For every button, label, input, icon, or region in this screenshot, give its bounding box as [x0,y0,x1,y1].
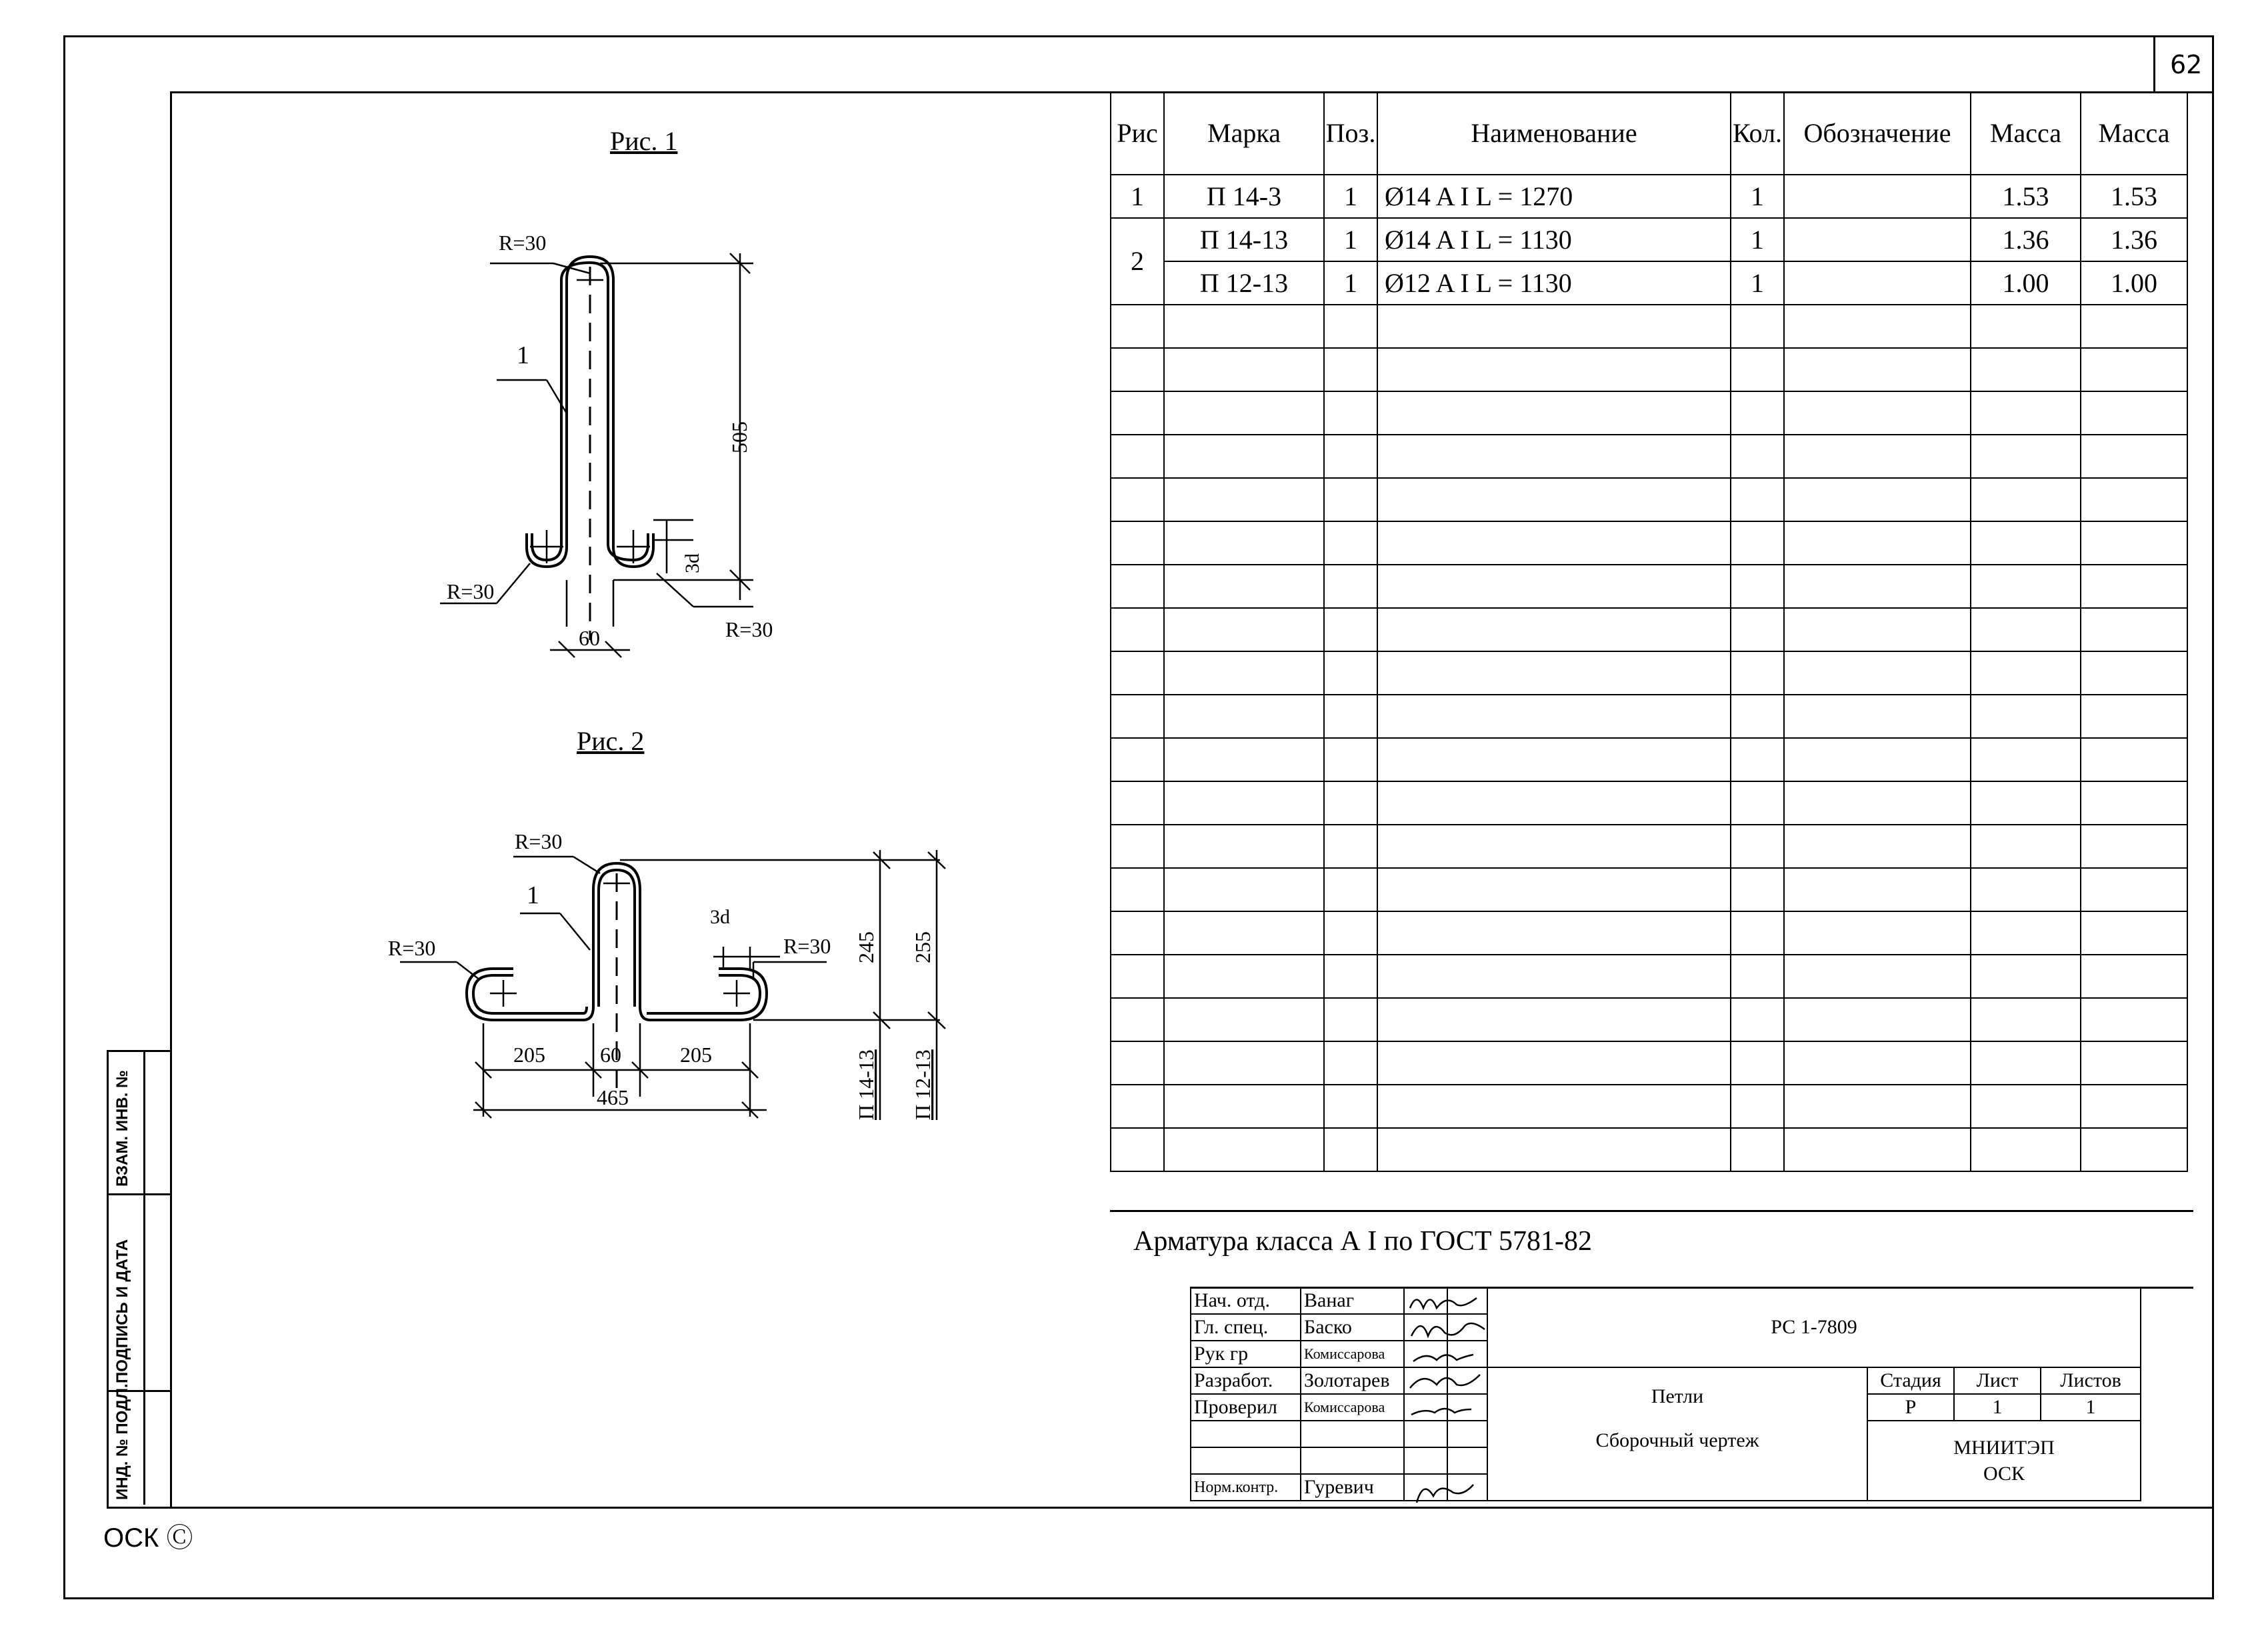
col-mass2: Масса [2081,92,2187,175]
row-mass2: 1.36 [2081,218,2187,261]
fig2-w-left: 205 [513,1043,545,1067]
empty-cell [2081,608,2187,651]
stage-value: Р [1867,1394,1954,1421]
empty-cell [1324,911,1377,955]
fig2-w-total: 465 [597,1085,629,1109]
side-divider [107,1193,170,1195]
copyright-icon: Ⓒ [166,1523,193,1553]
empty-cell [1164,608,1324,651]
footer-label [103,1517,193,1555]
row-pos: 1 [1324,261,1377,305]
empty-cell [1377,305,1731,348]
empty-cell [1377,825,1731,868]
empty-table-row [1111,825,2187,868]
empty-table-row [1111,1128,2187,1171]
row-fig: 2 [1111,218,1164,305]
empty-cell [1377,435,1731,478]
empty-cell [1111,825,1164,868]
empty-cell [1784,305,1971,348]
row-mark: П 14-3 [1164,175,1324,218]
spec-bottom-rule [1110,1210,2193,1212]
row-qty: 1 [1731,175,1784,218]
empty-cell [1111,565,1164,608]
empty-cell [1324,478,1377,521]
empty-cell [1164,781,1324,825]
empty-cell [1731,1128,1784,1171]
empty-cell [1111,608,1164,651]
empty-cell [1971,695,2081,738]
empty-cell [2081,1085,2187,1128]
empty-cell [1971,478,2081,521]
empty-cell [1111,348,1164,391]
role-empty [1191,1447,1301,1474]
empty-cell [1111,695,1164,738]
empty-cell [1377,955,1731,998]
row-name: Ø12 A I L = 1130 [1377,261,1731,305]
empty-cell [1164,695,1324,738]
empty-cell [1324,955,1377,998]
col-name: Наименование [1377,92,1731,175]
empty-cell [1324,1085,1377,1128]
empty-cell [1377,1041,1731,1085]
empty-cell [2081,1041,2187,1085]
empty-table-row [1111,435,2187,478]
name-head-dept: Ванаг [1301,1287,1404,1314]
empty-cell [1731,478,1784,521]
empty-cell [2081,565,2187,608]
empty-cell [1784,435,1971,478]
empty-table-row [1111,911,2187,955]
empty-cell [1324,651,1377,695]
empty-cell [1731,695,1784,738]
empty-cell [1324,825,1377,868]
empty-cell [1324,608,1377,651]
empty-cell [1324,391,1377,435]
empty-cell [1731,1041,1784,1085]
stage-label: Стадия [1867,1367,1954,1394]
name-checker: Комиссарова [1301,1394,1404,1421]
empty-cell [1111,391,1164,435]
empty-cell [1111,781,1164,825]
empty-cell [1111,1128,1164,1171]
empty-cell [1731,868,1784,911]
empty-cell [1971,781,2081,825]
empty-cell [2081,478,2187,521]
empty-cell [1784,955,1971,998]
empty-cell [1377,1128,1731,1171]
empty-cell [1971,825,2081,868]
empty-cell [1731,998,1784,1041]
empty-cell [1377,998,1731,1041]
empty-cell [1111,651,1164,695]
empty-cell [1164,478,1324,521]
empty-cell [1324,521,1377,565]
empty-table-row [1111,348,2187,391]
empty-cell [1377,781,1731,825]
empty-cell [1784,565,1971,608]
empty-cell [2081,998,2187,1041]
empty-cell [1164,305,1324,348]
empty-cell [1731,391,1784,435]
empty-cell [1111,478,1164,521]
empty-cell [1731,738,1784,781]
empty-cell [1971,651,2081,695]
empty-cell [1111,305,1164,348]
empty-cell [1731,608,1784,651]
row-mark: П 14-13 [1164,218,1324,261]
row-pos: 1 [1324,175,1377,218]
empty-cell [1971,348,2081,391]
empty-cell [1164,565,1324,608]
empty-cell [1784,738,1971,781]
table-row [1111,218,2187,261]
empty-cell [1784,868,1971,911]
empty-cell [1731,565,1784,608]
drawing-title [1487,1367,1867,1501]
empty-cell [2081,521,2187,565]
empty-cell [1377,478,1731,521]
role-developer: Разработ. [1191,1367,1301,1394]
empty-cell [1324,868,1377,911]
empty-cell [1324,695,1377,738]
role-norm-control: Норм.контр. [1191,1474,1301,1501]
sheet-label: Лист [1954,1367,2041,1394]
name-empty [1301,1447,1404,1474]
title-block [1190,1287,2141,1501]
row-mass2: 1.53 [2081,175,2187,218]
table-row [1111,175,2187,218]
empty-cell [1971,565,2081,608]
fig1-pos: 1 [517,341,529,369]
empty-cell [1731,305,1784,348]
fig2-h1: 245 [854,931,878,963]
reinforcement-note: Арматура класса А I по ГОСТ 5781-82 [1133,1226,1592,1257]
col-designation: Обозначение [1784,92,1971,175]
empty-cell [1164,998,1324,1041]
empty-cell [1971,868,2081,911]
empty-cell [2081,305,2187,348]
empty-cell [2081,391,2187,435]
organization-1: МНИИТЭП [1953,1437,2055,1459]
empty-cell [1164,1128,1324,1171]
empty-table-row [1111,955,2187,998]
fig1-r-top: R=30 [499,231,547,255]
empty-cell [1164,348,1324,391]
empty-table-row [1111,1041,2187,1085]
empty-cell [1784,478,1971,521]
empty-cell [1784,1128,1971,1171]
empty-cell [1784,781,1971,825]
role-checker: Проверил [1191,1394,1301,1421]
name-developer: Золотарев [1301,1367,1404,1394]
empty-cell [1324,738,1377,781]
empty-cell [1377,565,1731,608]
row-qty: 1 [1731,261,1784,305]
name-group-lead: Комиссарова [1301,1341,1404,1367]
empty-cell [1111,955,1164,998]
drawing-title-2: Сборочный чертеж [1595,1429,1759,1451]
empty-cell [1111,998,1164,1041]
empty-cell [2081,825,2187,868]
figure-2 [367,723,967,1150]
row-mass1: 1.00 [1971,261,2081,305]
role-chief-spec: Гл. спец. [1191,1314,1301,1341]
empty-cell [1377,521,1731,565]
empty-cell [2081,738,2187,781]
role-head-dept: Нач. отд. [1191,1287,1301,1314]
side-divider-vertical [143,1050,145,1505]
empty-cell [1324,435,1377,478]
empty-cell [1784,521,1971,565]
empty-cell [1377,695,1731,738]
empty-cell [1324,781,1377,825]
empty-cell [1971,391,2081,435]
empty-cell [1784,608,1971,651]
empty-cell [1164,391,1324,435]
empty-cell [1324,565,1377,608]
empty-cell [1164,911,1324,955]
empty-cell [2081,651,2187,695]
fig1-r-right: R=30 [725,617,773,641]
empty-cell [2081,781,2187,825]
side-label-original-inv: ИНД. № ПОДЛ. [113,1383,131,1500]
fig2-w-right: 205 [680,1043,712,1067]
fig1-hook: 3d [681,553,703,573]
row-qty: 1 [1731,218,1784,261]
empty-cell [1164,738,1324,781]
empty-cell [1784,651,1971,695]
empty-cell [2081,1128,2187,1171]
empty-cell [1784,1041,1971,1085]
empty-cell [1164,651,1324,695]
fig2-r-top: R=30 [515,829,563,853]
empty-cell [1971,608,2081,651]
sheet-value: 1 [1954,1394,2041,1421]
empty-cell [1731,1085,1784,1128]
empty-cell [1111,738,1164,781]
empty-cell [1164,955,1324,998]
empty-table-row [1111,565,2187,608]
fig2-title: Рис. 2 [577,726,645,756]
row-mark: П 12-13 [1164,261,1324,305]
empty-cell [1784,1085,1971,1128]
empty-cell [1164,521,1324,565]
fig1-r-left: R=30 [447,579,495,603]
empty-cell [1971,1085,2081,1128]
empty-table-row [1111,608,2187,651]
role-empty [1191,1421,1301,1447]
row-fig: 1 [1111,175,1164,218]
signatures [1403,1288,1490,1508]
empty-cell [1324,305,1377,348]
fig2-mark1: П 14-13 [854,1049,878,1120]
empty-table-row [1111,521,2187,565]
empty-cell [1164,435,1324,478]
empty-cell [2081,955,2187,998]
empty-cell [1971,1041,2081,1085]
sheet-number: 62 [2170,50,2203,79]
empty-cell [1971,435,2081,478]
fig2-pos: 1 [527,881,539,909]
empty-cell [1784,695,1971,738]
empty-cell [1377,868,1731,911]
empty-cell [1971,521,2081,565]
empty-cell [1324,1041,1377,1085]
empty-table-row [1111,478,2187,521]
empty-cell [1731,435,1784,478]
col-pos: Поз. [1324,92,1377,175]
empty-cell [1731,348,1784,391]
row-mass2: 1.00 [2081,261,2187,305]
fig1-title: Рис. 1 [610,126,678,156]
footer-text: ОСК [103,1523,159,1553]
empty-table-row [1111,781,2187,825]
empty-cell [1111,1085,1164,1128]
fig2-mark2: П 12-13 [911,1049,935,1120]
drawing-title-1: Петли [1651,1385,1704,1407]
empty-cell [1971,305,2081,348]
table-row [1111,261,2187,305]
fig2-w-mid: 60 [600,1043,621,1067]
empty-cell [1731,825,1784,868]
empty-cell [1377,911,1731,955]
empty-cell [1164,1085,1324,1128]
empty-cell [1731,781,1784,825]
empty-cell [1971,955,2081,998]
empty-cell [1377,348,1731,391]
row-mass1: 1.36 [1971,218,2081,261]
fig1-width: 60 [579,626,600,650]
empty-cell [1784,391,1971,435]
col-qty: Кол. [1731,92,1784,175]
sheets-label: Листов [2041,1367,2141,1394]
empty-cell [1377,391,1731,435]
empty-cell [2081,911,2187,955]
document-code: РС 1-7809 [1487,1287,2141,1367]
empty-cell [1377,1085,1731,1128]
empty-cell [1784,998,1971,1041]
organization [1867,1421,2141,1501]
fig2-r-left: R=30 [388,936,436,960]
row-designation [1784,175,1971,218]
empty-cell [1731,521,1784,565]
empty-cell [1377,738,1731,781]
empty-table-row [1111,868,2187,911]
empty-cell [2081,695,2187,738]
side-label-replaced-inv: ВЗАМ. ИНВ. № [113,1070,131,1187]
empty-cell [1111,1041,1164,1085]
sheets-value: 1 [2041,1394,2141,1421]
fig2-hook: 3d [710,906,730,928]
fig2-r-right: R=30 [783,934,831,958]
empty-table-row [1111,998,2187,1041]
empty-cell [1164,868,1324,911]
empty-table-row [1111,391,2187,435]
empty-cell [1377,651,1731,695]
empty-cell [1731,651,1784,695]
fig1-height: 505 [727,421,751,453]
row-designation [1784,218,1971,261]
empty-cell [1971,738,2081,781]
empty-table-row [1111,695,2187,738]
col-fig: Рис [1111,92,1164,175]
role-group-lead: Рук гр [1191,1341,1301,1367]
empty-cell [1971,998,2081,1041]
specification-table [1110,91,2188,1172]
empty-table-row [1111,1085,2187,1128]
empty-cell [1971,911,2081,955]
organization-2: ОСК [1983,1463,2025,1485]
row-pos: 1 [1324,218,1377,261]
empty-cell [1164,825,1324,868]
empty-table-row [1111,738,2187,781]
empty-cell [1731,955,1784,998]
row-name: Ø14 A I L = 1130 [1377,218,1731,261]
empty-cell [1324,998,1377,1041]
empty-cell [1111,911,1164,955]
empty-cell [1164,1041,1324,1085]
empty-cell [2081,868,2187,911]
empty-cell [1731,911,1784,955]
col-mark: Марка [1164,92,1324,175]
empty-cell [1111,521,1164,565]
empty-cell [1324,1128,1377,1171]
empty-cell [1784,348,1971,391]
empty-cell [2081,348,2187,391]
name-empty [1301,1421,1404,1447]
empty-cell [1784,825,1971,868]
empty-cell [1377,608,1731,651]
empty-cell [1111,435,1164,478]
empty-table-row [1111,651,2187,695]
empty-table-row [1111,305,2187,348]
col-mass1: Масса [1971,92,2081,175]
figure-1 [400,120,867,687]
empty-cell [2081,435,2187,478]
empty-cell [1111,868,1164,911]
row-name: Ø14 A I L = 1270 [1377,175,1731,218]
spec-header-row [1111,92,2187,175]
name-chief-spec: Баско [1301,1314,1404,1341]
side-label-signature-date: ПОДПИСЬ И ДАТА [113,1239,131,1383]
row-mass1: 1.53 [1971,175,2081,218]
fig2-h2: 255 [911,931,935,963]
empty-cell [1784,911,1971,955]
empty-cell [1324,348,1377,391]
name-norm-control: Гуревич [1301,1474,1404,1501]
empty-cell [1971,1128,2081,1171]
row-designation [1784,261,1971,305]
